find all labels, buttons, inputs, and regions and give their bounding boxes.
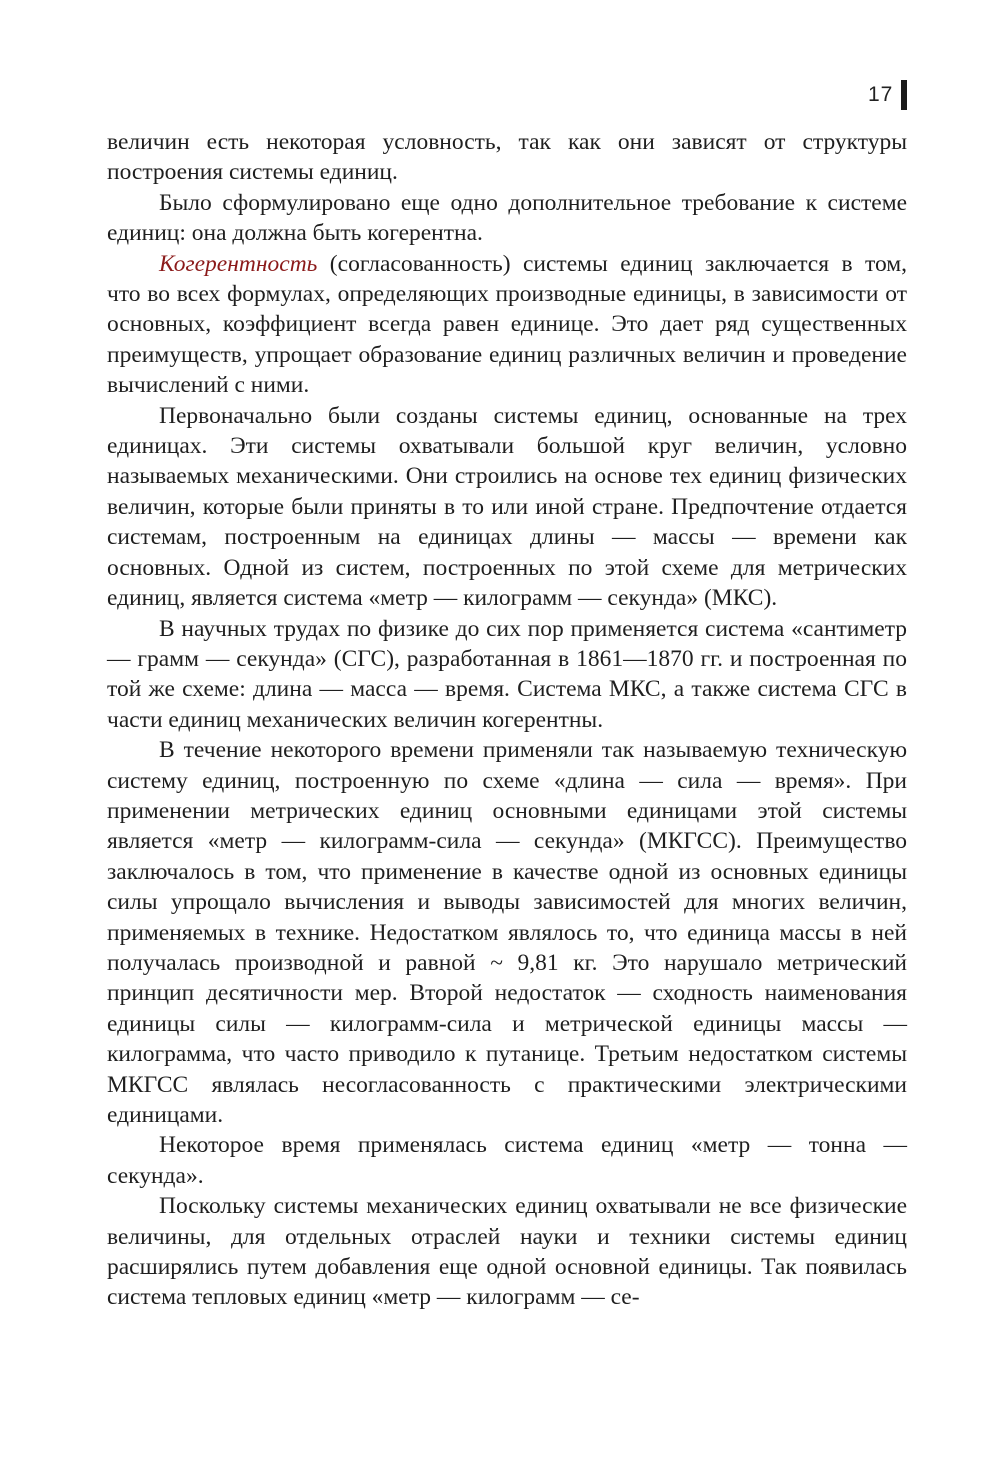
paragraph-coherence-requirement: Было сформулировано еще одно дополнительное требование к системе единиц: она должна быть когерентна. [107, 189, 907, 247]
page-number [868, 80, 907, 110]
paragraph-mts-system: Некоторое время применялась система единиц «метр — тонна — секунда». [107, 1132, 907, 1189]
paragraph-cgs-system: В научных трудах по физике до сих пор применяется система «сантиметр — грамм — секунда» (СГС), разработанная в 1861—1870 гг. и построенная по той же схеме: длина — масса — время. Система МКС, а также система СГС в части единиц механических величин когерентны. [107, 615, 907, 733]
term-coherence: Когерентность [159, 250, 318, 277]
paragraph-coherence-definition-text: (согласованность) системы единиц заключается в том, что во всех формулах, определяющих производные единицы, в зависимости от основных, коэффициент всегда равен единице. Это дает ряд существенных преимуществ, упрощает образование единиц различных величин и проведение вычислений с ними. [107, 250, 907, 399]
paragraph-extended-systems: Поскольку системы механических единиц охватывали не все физические величины, для отдельных отраслей науки и техники системы единиц расширялись путем добавления еще одной основной единицы. Так появилась система тепловых единиц «метр — килограмм — се- [107, 1193, 907, 1311]
paragraph-three-unit-systems: Первоначально были созданы системы единиц, основанные на трех единицах. Эти системы охватывали большой круг величин, условно называемых механическими. Они строились на основе тех единиц физических величин, которые были приняты в то или иной стране. Предпочтение отдается системам, построенным на единицах длины — массы — времени как основных. Одной из систем, построенных по этой схеме для метрических единиц, является система «метр — килограмм — секунда» (МКС). [107, 402, 907, 612]
paragraph-coherence-definition [107, 249, 907, 401]
paragraph-technical-system: В течение некоторого времени применяли так называемую техническую систему единиц, построенную по схеме «длина — сила — время». При применении метрических единиц основными единицами этой системы является «метр — килограмм-сила — секунда» (МКГСС). Преимущество заключалось в том, что применение в качестве одной из основных единицы силы упрощало вычисления и выводы зависимостей для многих величин, применяемых в технике. Недостатком являлось то, что единица массы в ней получалась производной и равной ~ 9,81 кг. Это нарушало метрический принцип десятичности мер. Второй недостаток — сходность наименования единицы силы — килограмм-сила и метрической единицы массы — килограмма, что часто приводило к путанице. Третьим недостатком системы МКГСС являлась несогласованность с практическими электрическими единицами. [107, 737, 907, 1128]
page-number-bar [901, 80, 907, 110]
page-number-text: 17 [868, 83, 894, 106]
text-body [107, 127, 907, 1313]
paragraph-continuation: величин есть некоторая условность, так как они зависят от структуры построения системы единиц. [107, 129, 907, 186]
